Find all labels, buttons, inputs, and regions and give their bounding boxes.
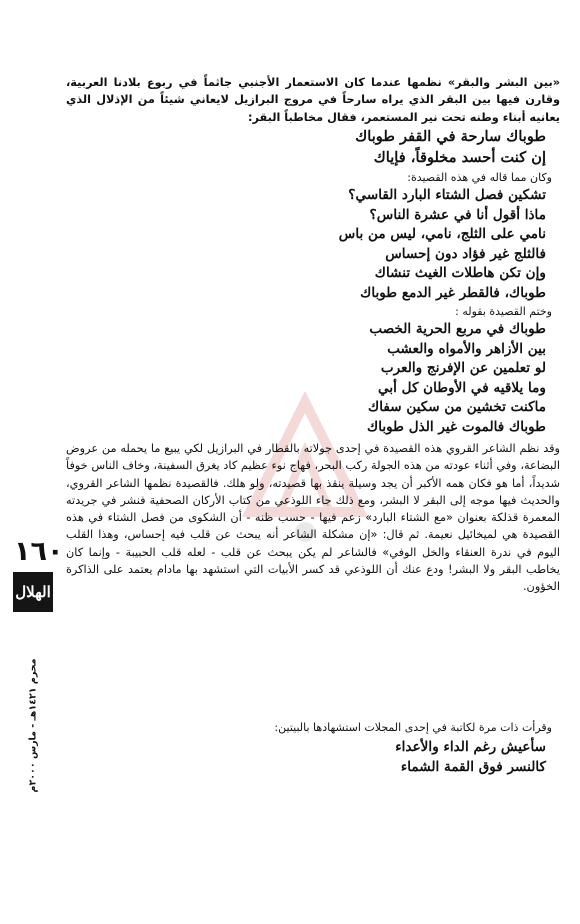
transition-text: وكان مما قاله في هذه القصيدة: [407, 171, 552, 184]
transition-2 [66, 304, 560, 320]
intro-paragraph: «بين البشر والبقر» نظمها عندما كان الاستعمار الأجنبي جاثماً في ربوع بلادنا العربية، وقارن فيها بين البقر الذي يراه سارحاً في مروج البرازيل لايعاني شيئاً من الإذلال الذي يعانيه أبناء وطنه تحت نير المستعمر، فقال مخاطباً البقر: [66, 76, 560, 124]
verse-line: طوباك سارحة في القفر طوباك [355, 128, 546, 145]
verse-line: طوباك في مربع الحرية الخصب [369, 321, 546, 337]
transition-1 [66, 170, 560, 186]
body-section [66, 440, 560, 596]
verse-line: نامي على الثلج، نامي، ليس من باس [338, 226, 546, 242]
verse-line: ماذا أقول أنا في عشرة الناس؟ [369, 206, 546, 223]
transition-text: وختم القصيدة بقوله : [455, 305, 552, 318]
verse-line: طوباك فالموت غير الذل طوباك [367, 418, 546, 435]
issue-date-text: محرم ١٤٢١هـ - مارس ٢٠٠٠م [27, 657, 39, 793]
page-number: ١٦٠ [14, 536, 64, 567]
verse-line: سأعيش رغم الداء والأعداء [395, 739, 546, 755]
stanza-1 [66, 126, 560, 168]
verse-line: ماكنت تخشين من سكين سفاك [368, 399, 546, 415]
magazine-logo [13, 572, 53, 612]
intro-section [66, 74, 560, 126]
closing-section [66, 720, 560, 736]
verse-line: بين الأزاهر والأمواه والعشب [387, 340, 546, 357]
verse-line: كالنسر فوق القمة الشماء [400, 758, 546, 775]
verse-line: طوباك، فالقطر غير الدمع طوباك [360, 284, 546, 301]
stanza-4 [66, 738, 560, 777]
verse-line: تشكين فصل الشتاء البارد القاسي؟ [348, 187, 546, 203]
verse-line: وما يلاقيه في الأوطان كل أبي [378, 379, 546, 396]
magazine-logo-text: الهلال [15, 583, 51, 601]
closing-paragraph: وقرأت ذات مرة لكاتبة في إحدى المجلات استشهادها بالبيتين: [274, 721, 552, 734]
issue-date-caption [25, 620, 41, 830]
body-paragraph: وقد نظم الشاعر القروي هذه القصيدة في إحدى جولاته بالقطار في البرازيل لكي يبيع ما يحمله من عروض البضاعة، وفي أثناء عودته من هذه الجولة ركب البحر، فهاج نوء عظيم كاد يغرق السفينة، وخاف الناس خوفاً شديداً، أما هو فكان همه الأكبر أن يجد وسيلة ينقذ بها قصيدته، ولو هلك. فالقصيدة نظمها الشاعر القروي، والحديث فيها موجه إلى البقر لا البشر، ومع ذلك جاء اللوذعي من كتاب الأركان الصحفية فنشر في جريدته المعمرة قذلكة بعنوان «مع الشتاء البارد» زعم فيها - حسب ظنه - أن الشكوى من فصل الشتاء في هذه القصيدة هي لميخائيل نعيمة. ثم قال: «إن مشكلة الشاعر أنه يبحث عن قلب فيه إحساس، وهذا القلب اليوم في ندرة العنقاء والخل الوفي» فالشاعر لم يكن يبحث عن قلب - لعله قلب الحبيبة - وإنما كان يخاطب البقر ولا البشر! ودع عنك أن اللوذعي قد كسر الأبيات التي استشهد بها مادام يعتمد على الذاكرة الخؤون. [66, 442, 560, 594]
stanza-2 [66, 186, 560, 303]
verse-line: إن كنت أحسد مخلوقاً، فإياك [373, 149, 546, 166]
stanza-3 [66, 320, 560, 437]
verse-line: وإن تكن هاطلات الغيث تنشاك [374, 265, 546, 281]
verse-line: لو تعلمين عن الإفرنج والعرب [380, 360, 546, 376]
verse-line: فالثلج غير فؤاد دون إحساس [385, 245, 546, 262]
